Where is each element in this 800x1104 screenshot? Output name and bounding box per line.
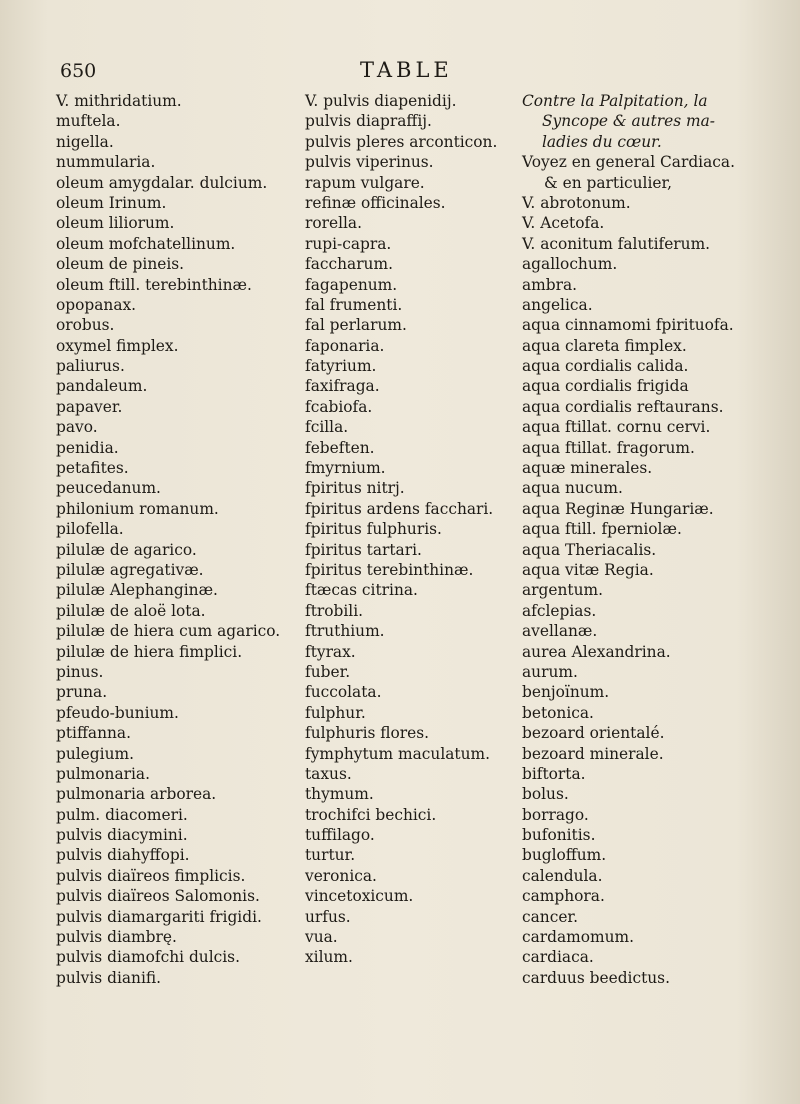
index-entry: fal perlarum. — [305, 316, 407, 335]
index-entry: ambra. — [522, 275, 578, 294]
index-entry: pinus. — [56, 662, 104, 681]
index-entry: bugloffum. — [522, 846, 607, 865]
index-entry: ftyrax. — [305, 642, 356, 661]
page-title: TABLE — [360, 58, 453, 82]
index-entry: fal frumenti. — [305, 295, 403, 314]
index-entry: pilulæ de hiera fimplici. — [56, 642, 243, 661]
index-entry: Voyez en general Cardiaca. — [522, 153, 735, 172]
index-entry: V. Acetofa. — [522, 214, 605, 233]
index-entry: pulvis diaïreos Salomonis. — [56, 887, 260, 906]
index-entry: pulvis diambrę. — [56, 928, 177, 947]
index-entry: fpiritus tartari. — [305, 540, 422, 559]
index-entry: fulphuris flores. — [305, 724, 430, 743]
index-entry: pruna. — [56, 683, 108, 702]
index-entry: muftela. — [56, 112, 121, 131]
index-entry: pulegium. — [56, 744, 134, 763]
index-entry: rupi-capra. — [305, 234, 392, 253]
index-entry: fymphytum maculatum. — [305, 744, 491, 763]
index-entry: V. pulvis diapenidij. — [305, 92, 457, 110]
index-entry: aqua vitæ Regia. — [522, 560, 654, 579]
index-entry: tuffilago. — [305, 826, 375, 845]
index-entry: taxus. — [305, 764, 352, 783]
index-entry: aqua ftillat. fragorum. — [522, 438, 695, 457]
index-entry: pavo. — [56, 418, 98, 437]
index-entry: afclepias. — [522, 601, 597, 620]
index-entry: pilulæ de agarico. — [56, 540, 197, 559]
index-entry: aurea Alexandrina. — [522, 642, 671, 661]
index-entry: fpiritus nitrj. — [305, 479, 405, 498]
index-entry: V. abrotonum. — [522, 193, 631, 212]
index-entry: calendula. — [522, 866, 603, 885]
index-entry: argentum. — [522, 581, 603, 600]
index-entry: peucedanum. — [56, 479, 161, 498]
index-entry: aurum. — [522, 662, 578, 681]
index-entry: betonica. — [522, 703, 594, 722]
index-entry: fcilla. — [305, 418, 349, 437]
index-entry: pulvis diacymini. — [56, 826, 188, 845]
index-entry: fpiritus terebinthinæ. — [305, 560, 474, 579]
index-entry: pilulæ de hiera cum agarico. — [56, 622, 281, 641]
index-entry: penidia. — [56, 438, 119, 457]
index-entry: benjoïnum. — [522, 683, 610, 702]
index-column-left — [56, 91, 280, 988]
index-entry: urfus. — [305, 907, 351, 926]
index-entry: oleum ftill. terebinthinæ. — [56, 275, 252, 294]
index-entry: agallochum. — [522, 255, 618, 274]
index-entry: turtur. — [305, 846, 356, 865]
index-entry: ftruthium. — [305, 622, 385, 641]
index-entry: fpiritus fulphuris. — [305, 520, 442, 539]
index-entry: pulvis viperinus. — [305, 153, 434, 172]
index-entry: aqua ftillat. cornu cervi. — [522, 418, 711, 437]
index-entry: aqua nucum. — [522, 479, 623, 498]
index-entry: oleum de pineis. — [56, 255, 185, 274]
index-entry: rapum vulgare. — [305, 173, 425, 192]
index-entry: V. aconitum falutiferum. — [522, 234, 711, 253]
index-entry: aqua cordialis frigida — [522, 377, 689, 396]
index-entry: aqua Theriacalis. — [522, 540, 657, 559]
index-entry: pulmonaria arborea. — [56, 785, 217, 804]
index-entry: avellanæ. — [522, 622, 598, 641]
index-entry: bolus. — [522, 785, 569, 804]
index-entry: aqua clareta fimplex. — [522, 336, 687, 355]
index-entry: fagapenum. — [305, 275, 398, 294]
index-entry: pilulæ agregativæ. — [56, 560, 204, 579]
index-entry: faccharum. — [305, 255, 393, 274]
index-entry: pulvis diamofchi dulcis. — [56, 948, 240, 967]
index-entry: cardamomum. — [522, 928, 635, 947]
index-entry: thymum. — [305, 785, 374, 804]
index-entry: papaver. — [56, 397, 123, 416]
index-entry: fcabiofa. — [305, 397, 373, 416]
index-entry: V. mithridatium. — [56, 92, 182, 110]
index-entry: oleum liliorum. — [56, 214, 175, 233]
index-entry: camphora. — [522, 887, 605, 906]
index-column-right — [522, 91, 735, 988]
index-entry: biftorta. — [522, 764, 586, 783]
index-entry: nigella. — [56, 132, 114, 151]
index-entry: pulmonaria. — [56, 764, 150, 783]
index-entry: opopanax. — [56, 295, 137, 314]
index-entry: febeften. — [305, 438, 375, 457]
index-entry: aquæ minerales. — [522, 459, 653, 478]
index-entry: oleum mofchatellinum. — [56, 234, 236, 253]
index-entry: pilofella. — [56, 520, 124, 539]
index-entry: pfeudo-bunium. — [56, 703, 179, 722]
index-column-middle — [305, 91, 497, 968]
index-entry: xilum. — [305, 948, 353, 967]
index-entry: cardiaca. — [522, 948, 594, 967]
index-entry: aqua cinnamomi fpirituofa. — [522, 316, 734, 335]
index-entry: & en particulier, — [544, 173, 673, 192]
index-entry: faponaria. — [305, 336, 385, 355]
section-heading-line: ladies du cœur. — [542, 132, 662, 151]
index-entry: pandaleum. — [56, 377, 148, 396]
index-entry: angelica. — [522, 295, 593, 314]
index-entry: rorella. — [305, 214, 363, 233]
index-entry: faxifraga. — [305, 377, 380, 396]
index-entry: vua. — [305, 928, 338, 947]
index-entry: trochifci bechici. — [305, 805, 437, 824]
index-entry: fmyrnium. — [305, 459, 386, 478]
index-entry: fuccolata. — [305, 683, 382, 702]
index-entry: oleum Irinum. — [56, 193, 167, 212]
index-entry: bezoard orientalé. — [522, 724, 665, 743]
index-entry: bezoard minerale. — [522, 744, 664, 763]
index-entry: fpiritus ardens facchari. — [305, 499, 494, 518]
index-entry: petafites. — [56, 459, 129, 478]
index-entry: ftæcas citrina. — [305, 581, 418, 600]
index-entry: borrago. — [522, 805, 589, 824]
index-entry: pulvis diamargariti frigidi. — [56, 907, 262, 926]
section-heading-line: Contre la Palpitation, la — [522, 92, 708, 110]
index-entry: philonium romanum. — [56, 499, 219, 518]
index-entry: ptiffanna. — [56, 724, 131, 743]
index-entry: aqua Reginæ Hungariæ. — [522, 499, 714, 518]
index-entry: carduus beedictus. — [522, 968, 670, 987]
page-number: 650 — [60, 60, 97, 82]
index-entry: bufonitis. — [522, 826, 596, 845]
index-entry: cancer. — [522, 907, 578, 926]
index-entry: vincetoxicum. — [305, 887, 414, 906]
index-entry: pulvis dianifi. — [56, 968, 162, 987]
index-entry: oxymel fimplex. — [56, 336, 179, 355]
index-entry: nummularia. — [56, 153, 156, 172]
index-entry: refinæ officinales. — [305, 193, 446, 212]
index-entry: aqua ftill. fperniolæ. — [522, 520, 682, 539]
index-entry: oleum amygdalar. dulcium. — [56, 173, 268, 192]
index-entry: pulvis pleres arconticon. — [305, 132, 498, 151]
index-entry: veronica. — [305, 866, 377, 885]
index-entry: fatyrium. — [305, 357, 377, 376]
index-entry: pilulæ Alephanginæ. — [56, 581, 218, 600]
index-entry: pulvis diahyffopi. — [56, 846, 190, 865]
section-heading-line: Syncope & autres ma- — [542, 112, 715, 131]
index-entry: fulphur. — [305, 703, 366, 722]
index-entry: fuber. — [305, 662, 351, 681]
index-entry: pulm. diacomeri. — [56, 805, 188, 824]
index-entry: paliurus. — [56, 357, 125, 376]
index-entry: ftrobili. — [305, 601, 364, 620]
index-entry: pulvis diapraffij. — [305, 112, 432, 131]
index-entry: orobus. — [56, 316, 115, 335]
index-entry: pulvis diaïreos fimplicis. — [56, 866, 246, 885]
index-entry: aqua cordialis reftaurans. — [522, 397, 724, 416]
index-entry: pilulæ de aloë lota. — [56, 601, 206, 620]
index-entry: aqua cordialis calida. — [522, 357, 689, 376]
